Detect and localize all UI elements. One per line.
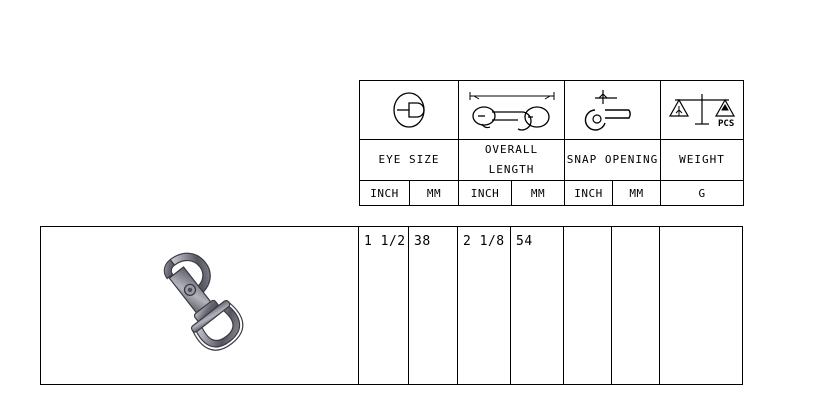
unit-overall-length-mm: MM <box>512 181 565 206</box>
spec-unit-row <box>360 181 744 206</box>
weight-scale-icon <box>661 84 743 136</box>
value-snap-opening-mm <box>612 227 660 385</box>
unit-weight-g: G <box>661 181 744 206</box>
swivel-snap-hook-image <box>133 239 278 368</box>
group-label-overall-length: OVERALL LENGTH <box>459 140 565 181</box>
eye-size-icon-cell <box>360 81 459 140</box>
unit-snap-opening-inch: INCH <box>565 181 613 206</box>
group-label-eye-size: EYE SIZE <box>360 140 459 181</box>
unit-snap-opening-mm: MM <box>613 181 661 206</box>
value-overall-length-mm: 54 <box>511 227 564 385</box>
value-snap-opening-inch <box>564 227 612 385</box>
eye-size-icon <box>360 84 458 136</box>
value-eye-size-mm: 38 <box>409 227 458 385</box>
snap-opening-icon <box>565 84 660 136</box>
spec-header-table <box>359 80 744 206</box>
svg-text:PCS: PCS <box>718 119 735 129</box>
snap-opening-icon-cell <box>565 81 661 140</box>
overall-length-icon <box>459 84 564 136</box>
unit-overall-length-inch: INCH <box>459 181 512 206</box>
unit-eye-size-inch: INCH <box>360 181 410 206</box>
product-image-cell <box>41 227 359 385</box>
weight-icon-cell <box>661 81 744 140</box>
value-weight-g <box>660 227 743 385</box>
table-row <box>41 227 743 385</box>
product-spec-table <box>40 226 743 385</box>
spec-icon-row <box>360 81 744 140</box>
overall-length-icon-cell <box>459 81 565 140</box>
group-label-weight: WEIGHT <box>661 140 744 181</box>
group-label-snap-opening: SNAP OPENING <box>565 140 661 181</box>
value-eye-size-inch: 1 1/2 <box>359 227 409 385</box>
spec-group-label-row <box>360 140 744 181</box>
value-overall-length-inch: 2 1/8 <box>458 227 511 385</box>
unit-eye-size-mm: MM <box>410 181 459 206</box>
